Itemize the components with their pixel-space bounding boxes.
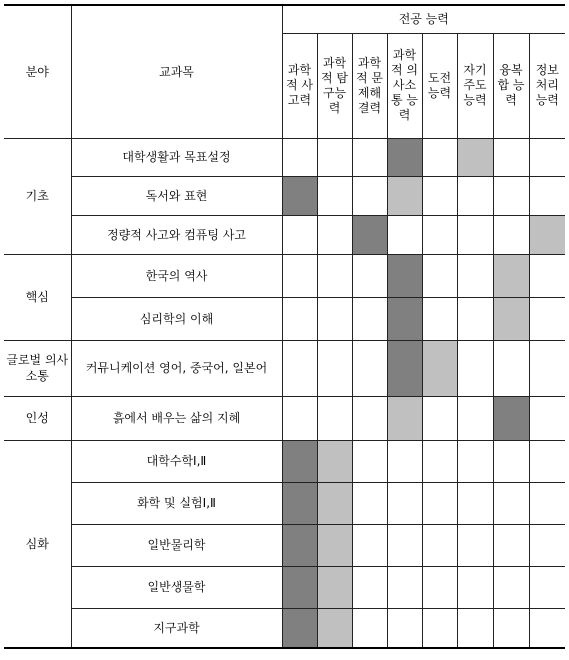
competency-cell-empty xyxy=(317,215,352,254)
competency-cell-empty xyxy=(387,482,422,524)
competency-cell-dark xyxy=(282,440,317,482)
course-name-cell: 대학생활과 목표설정 xyxy=(71,138,282,176)
competency-cell-dark xyxy=(387,138,422,176)
competency-header-7: 융복합 능력 xyxy=(493,33,529,138)
competency-cell-empty xyxy=(282,297,317,340)
course-name-cell: 일반물리학 xyxy=(71,524,282,566)
table-row xyxy=(4,608,565,648)
competency-cell-dark xyxy=(282,482,317,524)
table-row xyxy=(4,138,565,176)
competency-cell-empty xyxy=(422,396,457,440)
competency-cell-empty xyxy=(422,482,457,524)
table-row xyxy=(4,440,565,482)
competency-cell-empty xyxy=(387,566,422,608)
competency-cell-light xyxy=(387,176,422,215)
competency-cell-empty xyxy=(529,138,565,176)
table-row xyxy=(4,215,565,254)
competency-cell-empty xyxy=(352,297,387,340)
competency-cell-dark xyxy=(387,254,422,297)
competency-cell-empty xyxy=(493,524,529,566)
area-cell: 핵심 xyxy=(4,254,71,340)
competency-cell-empty xyxy=(352,340,387,396)
competency-cell-dark xyxy=(282,566,317,608)
competency-cell-empty xyxy=(457,396,493,440)
competency-cell-dark xyxy=(387,297,422,340)
competency-cell-empty xyxy=(493,482,529,524)
competency-cell-empty xyxy=(317,396,352,440)
competency-cell-light xyxy=(317,482,352,524)
competency-cell-empty xyxy=(529,297,565,340)
competency-cell-empty xyxy=(529,340,565,396)
competency-header-5: 도전능력 xyxy=(422,33,457,138)
table-row xyxy=(4,340,565,396)
competency-cell-empty xyxy=(282,215,317,254)
course-name-cell: 화학 및 실험Ⅰ,Ⅱ xyxy=(71,482,282,524)
competency-cell-empty xyxy=(529,608,565,648)
competency-cell-empty xyxy=(282,254,317,297)
course-name-cell: 지구과학 xyxy=(71,608,282,648)
competency-cell-empty xyxy=(529,254,565,297)
competency-cell-light xyxy=(317,566,352,608)
competency-cell-empty xyxy=(457,254,493,297)
competency-cell-empty xyxy=(352,396,387,440)
competency-cell-empty xyxy=(317,176,352,215)
competency-cell-empty xyxy=(493,340,529,396)
competency-cell-empty xyxy=(457,608,493,648)
area-cell: 심화 xyxy=(4,440,71,648)
table-row xyxy=(4,297,565,340)
competency-cell-empty xyxy=(493,608,529,648)
course-name-cell: 대학수학Ⅰ,Ⅱ xyxy=(71,440,282,482)
table-row xyxy=(4,524,565,566)
competency-cell-empty xyxy=(282,138,317,176)
competency-cell-empty xyxy=(422,215,457,254)
competency-header-4: 과학적 의사소통 능력 xyxy=(387,33,422,138)
competency-cell-empty xyxy=(493,566,529,608)
course-name-cell: 일반생물학 xyxy=(71,566,282,608)
competency-cell-empty xyxy=(282,340,317,396)
table-row xyxy=(4,254,565,297)
competency-cell-light xyxy=(493,254,529,297)
competency-cell-empty xyxy=(282,396,317,440)
competency-cell-dark xyxy=(282,608,317,648)
area-cell: 글로벌 의사소통 xyxy=(4,340,71,396)
competency-cell-empty xyxy=(422,566,457,608)
competency-cell-empty xyxy=(529,396,565,440)
competency-cell-empty xyxy=(493,176,529,215)
competency-cell-dark xyxy=(282,524,317,566)
competency-cell-empty xyxy=(529,482,565,524)
competency-group-header: 전공 능력 xyxy=(282,5,565,33)
competency-cell-empty xyxy=(529,176,565,215)
area-cell: 기초 xyxy=(4,138,71,254)
competency-cell-dark xyxy=(493,396,529,440)
course-name-cell: 한국의 역사 xyxy=(71,254,282,297)
competency-cell-empty xyxy=(317,340,352,396)
competency-cell-empty xyxy=(457,215,493,254)
competency-cell-empty xyxy=(422,608,457,648)
course-name-cell: 커뮤니케이션 영어, 중국어, 일본어 xyxy=(71,340,282,396)
competency-cell-empty xyxy=(457,482,493,524)
competency-cell-empty xyxy=(387,608,422,648)
competency-cell-empty xyxy=(529,524,565,566)
competency-header-8: 정보처리능력 xyxy=(529,33,565,138)
competency-cell-light xyxy=(387,396,422,440)
competency-cell-light xyxy=(422,340,457,396)
competency-matrix-table xyxy=(4,4,565,649)
competency-cell-empty xyxy=(387,440,422,482)
competency-cell-empty xyxy=(317,297,352,340)
competency-cell-empty xyxy=(529,566,565,608)
course-name-cell: 심리학의 이해 xyxy=(71,297,282,340)
competency-cell-empty xyxy=(387,524,422,566)
competency-cell-empty xyxy=(457,297,493,340)
competency-cell-empty xyxy=(457,566,493,608)
competency-cell-empty xyxy=(493,138,529,176)
competency-cell-dark xyxy=(282,176,317,215)
competency-cell-empty xyxy=(352,254,387,297)
competency-header-6: 자기주도능력 xyxy=(457,33,493,138)
competency-header-3: 과학적 문제해결력 xyxy=(352,33,387,138)
competency-cell-empty xyxy=(352,524,387,566)
competency-header-2: 과학적 탐구능력 xyxy=(317,33,352,138)
matrix-body xyxy=(4,138,565,648)
competency-cell-empty xyxy=(457,440,493,482)
table-row xyxy=(4,396,565,440)
competency-cell-empty xyxy=(352,176,387,215)
competency-cell-empty xyxy=(352,608,387,648)
competency-cell-empty xyxy=(457,524,493,566)
competency-cell-light xyxy=(317,440,352,482)
competency-cell-dark xyxy=(387,340,422,396)
competency-cell-empty xyxy=(422,440,457,482)
competency-cell-empty xyxy=(457,176,493,215)
competency-cell-empty xyxy=(493,215,529,254)
competency-cell-empty xyxy=(317,138,352,176)
competency-header-1: 과학적 사고력 xyxy=(282,33,317,138)
competency-cell-light xyxy=(493,297,529,340)
area-cell: 인성 xyxy=(4,396,71,440)
competency-cell-empty xyxy=(422,176,457,215)
competency-cell-empty xyxy=(422,138,457,176)
competency-cell-empty xyxy=(352,566,387,608)
competency-cell-empty xyxy=(352,482,387,524)
competency-cell-empty xyxy=(422,254,457,297)
competency-cell-empty xyxy=(387,215,422,254)
competency-cell-light xyxy=(457,138,493,176)
competency-cell-light xyxy=(317,524,352,566)
competency-cell-empty xyxy=(317,254,352,297)
table-row xyxy=(4,482,565,524)
table-row xyxy=(4,566,565,608)
competency-cell-empty xyxy=(422,524,457,566)
competency-cell-empty xyxy=(352,138,387,176)
course-name-cell: 정량적 사고와 컴퓨팅 사고 xyxy=(71,215,282,254)
area-header: 분야 xyxy=(4,5,71,138)
competency-cell-empty xyxy=(457,340,493,396)
competency-cell-light xyxy=(529,215,565,254)
competency-cell-empty xyxy=(493,440,529,482)
competency-cell-empty xyxy=(352,440,387,482)
competency-cell-light xyxy=(317,608,352,648)
table-row xyxy=(4,176,565,215)
competency-cell-dark xyxy=(352,215,387,254)
course-header: 교과목 xyxy=(71,5,282,138)
competency-cell-empty xyxy=(422,297,457,340)
course-name-cell: 독서와 표현 xyxy=(71,176,282,215)
course-name-cell: 흙에서 배우는 삶의 지혜 xyxy=(71,396,282,440)
competency-cell-empty xyxy=(529,440,565,482)
